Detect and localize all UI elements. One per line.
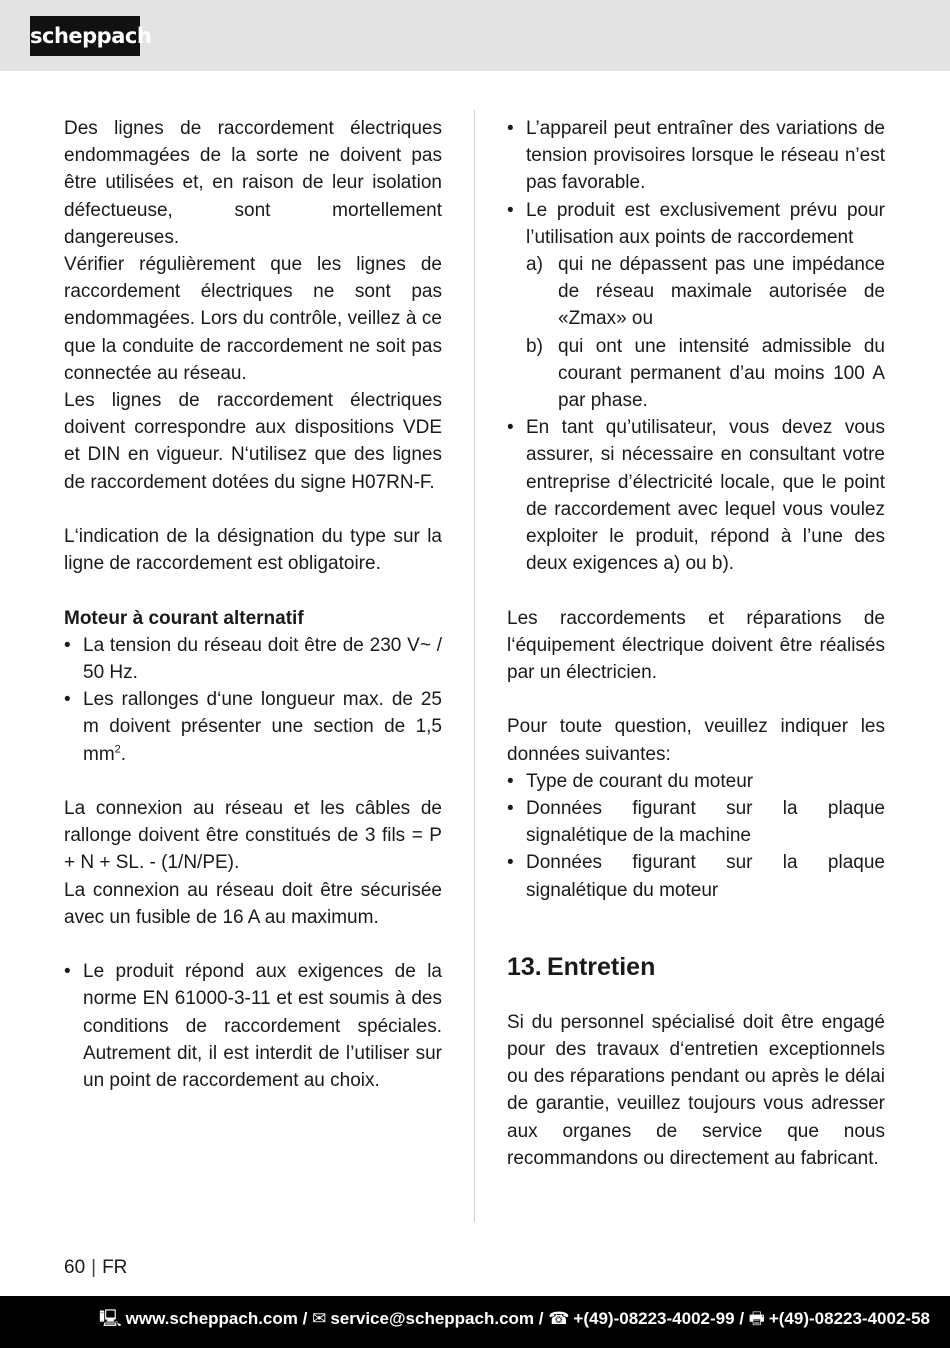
footer-website[interactable]: www.scheppach.com bbox=[125, 1309, 298, 1328]
page-separator: | bbox=[91, 1257, 97, 1278]
left-column bbox=[64, 115, 442, 1094]
list-item-text: Données figurant sur la plaque signalétique du moteur bbox=[526, 852, 885, 901]
paragraph: La connexion au réseau et les câbles de rallonge doivent être constitués de 3 fils = P + N + SL. - (1/N/PE). bbox=[64, 798, 442, 874]
list-item bbox=[64, 632, 442, 686]
page-number bbox=[64, 1256, 127, 1280]
list-item bbox=[507, 197, 885, 251]
list-item-text: Le produit est exclusivement prévu pour l’utilisation aux points de raccordement bbox=[526, 199, 885, 248]
bullet-icon: • bbox=[507, 118, 514, 139]
page-number-value: 60 bbox=[64, 1257, 86, 1278]
paragraph: La connexion au réseau doit être sécurisée avec un fusible de 16 A au maximum. bbox=[64, 879, 442, 928]
footer-separator: / bbox=[302, 1309, 308, 1328]
right-column bbox=[507, 115, 885, 1172]
bullet-icon: • bbox=[507, 798, 514, 820]
list-item-end: . bbox=[120, 743, 127, 765]
column-divider bbox=[474, 110, 475, 1222]
sub-label: a) bbox=[526, 254, 543, 276]
footer-separator: / bbox=[739, 1309, 745, 1328]
bullet-icon: • bbox=[507, 199, 514, 221]
page-footer bbox=[0, 1296, 950, 1348]
list-item bbox=[507, 414, 885, 577]
footer-fax: +(49)-08223-4002-58 bbox=[768, 1309, 930, 1328]
brand-logo: scheppach bbox=[30, 16, 140, 56]
footer-phone: +(49)-08223-4002-99 bbox=[573, 1309, 735, 1328]
footer-email[interactable]: service@scheppach.com bbox=[330, 1309, 535, 1328]
bullet-icon: • bbox=[507, 852, 514, 874]
sub-item-text: qui ont une intensité admissible du courant permanent d’au moins 100 A par phase. bbox=[558, 335, 885, 412]
motor-heading: Moteur à courant alternatif bbox=[64, 607, 304, 629]
list-item-text: Type de courant du moteur bbox=[526, 770, 754, 792]
bullet-icon: • bbox=[507, 770, 514, 792]
paragraph: Les raccordements et réparations de l‘équipement électrique doivent être réalisés par un électricien. bbox=[507, 607, 885, 684]
list-item-text: En tant qu’utilisateur, vous devez vous assurer, si nécessaire en consultant votre entreprise d’électricité locale, que le point de raccordement avec lequel vous voulez exploiter le produit, répond à l’une des deux exigences a) ou b). bbox=[526, 417, 885, 575]
paragraph: Les lignes de raccordement électriques doivent correspondre aux dispositions VDE et DIN en vigueur. N‘utilisez que des lignes de raccordement dotées du signe H07RN-F. bbox=[64, 390, 442, 493]
section-heading bbox=[507, 952, 885, 982]
page-header bbox=[0, 0, 950, 71]
phone-icon: ☎︎ bbox=[548, 1309, 570, 1328]
list-item bbox=[507, 795, 885, 849]
page-language: FR bbox=[102, 1257, 128, 1278]
sub-item-b bbox=[507, 333, 885, 415]
section-title: Entretien bbox=[547, 952, 656, 981]
list-item bbox=[64, 958, 442, 1094]
paragraph: Vérifier régulièrement que les lignes de raccordement électriques ne sont pas endommagées. Lors du contrôle, veillez à ce que la conduite de raccordement ne soit pas connectée au réseau. bbox=[64, 254, 442, 384]
list-item bbox=[507, 768, 885, 795]
list-item-text: Les rallonges d‘une longueur max. de 25 m doivent présenter une section de 1,5 mm bbox=[83, 689, 442, 765]
paragraph: Pour toute question, veuillez indiquer les données suivantes: bbox=[507, 716, 885, 765]
mail-icon: ✉︎ bbox=[312, 1309, 327, 1328]
list-item bbox=[64, 686, 442, 768]
sub-label: b) bbox=[526, 335, 543, 357]
fax-icon: 🖶︎ bbox=[748, 1309, 765, 1328]
list-item bbox=[507, 849, 885, 903]
sub-item-a bbox=[507, 251, 885, 333]
list-item-text: L’appareil peut entraîner des variations de tension provisoires lorsque le réseau n’est pas favorable. bbox=[526, 118, 885, 194]
paragraph: Si du personnel spécialisé doit être engagé pour des travaux d‘entretien exceptionnels ou des réparations pendant ou après le délai de garantie, veuillez toujours vous adresser aux organes de service que nous recommandons ou directement au fabricant. bbox=[507, 1011, 885, 1169]
bullet-icon: • bbox=[64, 689, 71, 711]
sub-item-text: qui ne dépassent pas une impédance de réseau maximale autorisée de «Zmax» ou bbox=[558, 254, 885, 330]
bullet-icon: • bbox=[64, 634, 71, 656]
section-number: 13. bbox=[507, 952, 542, 981]
bullet-icon: • bbox=[507, 417, 514, 439]
list-item-text: Données figurant sur la plaque signalétique de la machine bbox=[526, 798, 885, 847]
list-item bbox=[507, 115, 885, 197]
list-item-text: La tension du réseau doit être de 230 V~ / 50 Hz. bbox=[83, 634, 442, 684]
superscript: 2 bbox=[114, 743, 121, 756]
paragraph: L‘indication de la désignation du type sur la ligne de raccordement est obligatoire. bbox=[64, 526, 442, 575]
list-item-text: Le produit répond aux exigences de la norme EN 61000-3-11 et est soumis à des conditions de raccordement spéciales. Autrement dit, il est interdit de l’utiliser sur un point de raccordement au choix. bbox=[83, 961, 442, 1092]
bullet-icon: • bbox=[64, 961, 71, 983]
footer-separator: / bbox=[538, 1309, 544, 1328]
paragraph: Des lignes de raccordement électriques endommagées de la sorte ne doivent pas être utilisées et, en raison de leur isolation défectueuse, sont mortellement dangereuses. bbox=[64, 118, 442, 248]
computer-icon: 🖳︎ bbox=[98, 1309, 122, 1328]
